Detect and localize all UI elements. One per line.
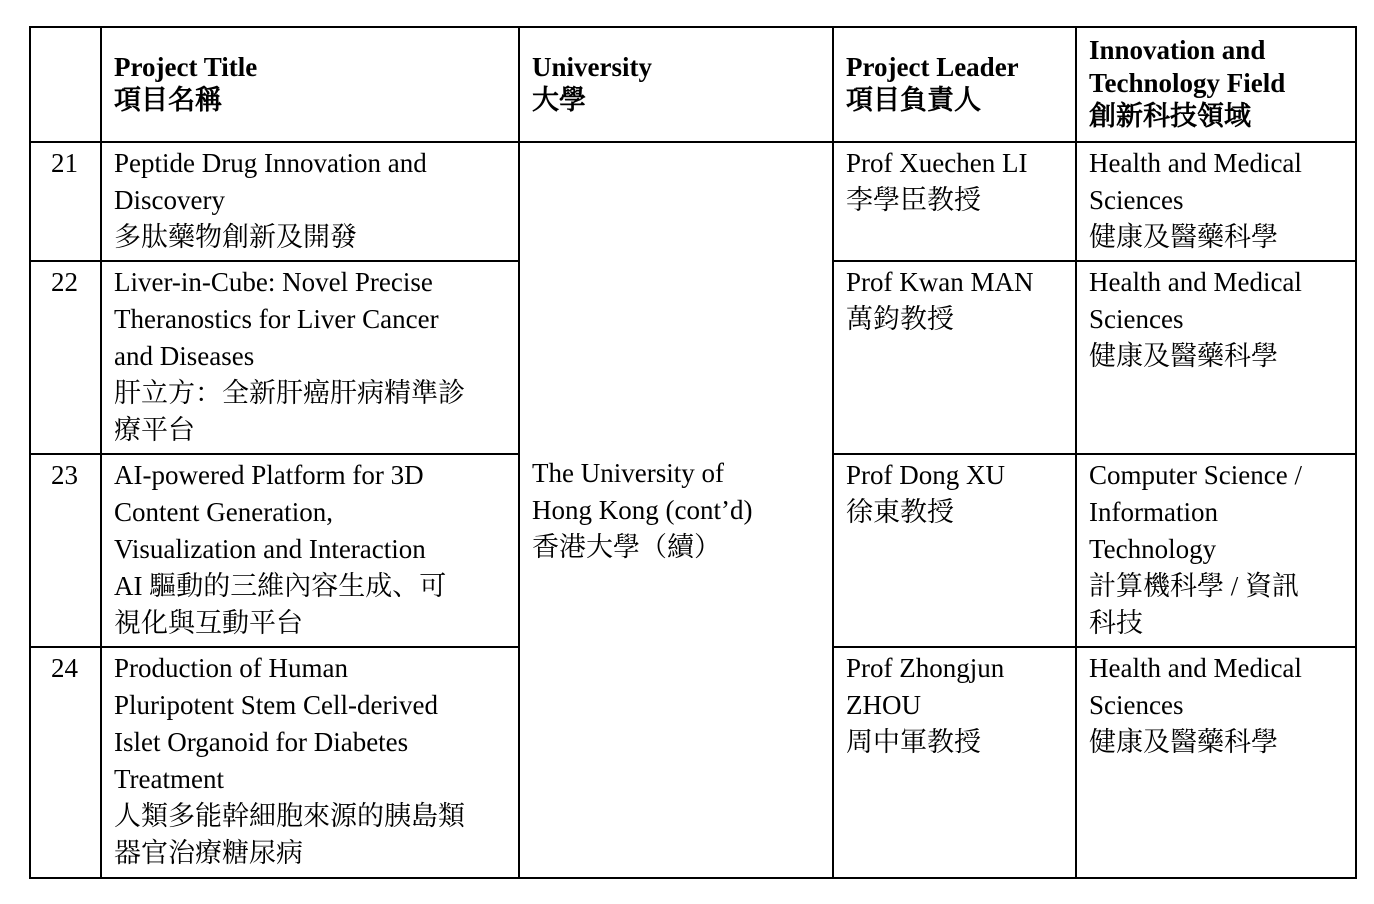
header-field-zh: 創新科技領域 xyxy=(1089,101,1251,131)
project-title-en-line: AI-powered Platform for 3D xyxy=(114,460,424,490)
university-cell xyxy=(519,142,833,878)
field-zh-line: 計算機科學 / 資訊 xyxy=(1089,571,1300,601)
leader-en-line: ZHOU xyxy=(846,690,921,720)
project-leader-cell xyxy=(833,142,1076,261)
header-university-en: University xyxy=(532,51,652,82)
project-title-zh-line: 人類多能幹細胞來源的胰島類 xyxy=(114,801,465,831)
leader-en-line: Prof Xuechen LI xyxy=(846,148,1028,178)
leader-en-line: Prof Dong XU xyxy=(846,460,1005,490)
project-title-en-line: Discovery xyxy=(114,185,225,215)
project-title-zh-line: AI 驅動的三維內容生成、可 xyxy=(114,571,447,601)
field-en-line: Information xyxy=(1089,497,1218,527)
leader-en-line: Prof Kwan MAN xyxy=(846,267,1034,297)
project-title-en-line: Pluripotent Stem Cell-derived xyxy=(114,690,438,720)
header-leader-zh: 項目負責人 xyxy=(846,84,981,115)
project-title-cell xyxy=(101,261,519,454)
university-en-line: The University of xyxy=(532,457,724,488)
project-title-en-line: Treatment xyxy=(114,764,224,794)
project-title-cell xyxy=(101,647,519,878)
project-title-en-line: and Diseases xyxy=(114,341,255,371)
project-title-en-line: Production of Human xyxy=(114,653,348,683)
project-leader-cell xyxy=(833,261,1076,454)
project-title-zh-line: 療平台 xyxy=(114,415,195,445)
leader-zh-line: 周中軍教授 xyxy=(846,727,981,757)
projects-table xyxy=(29,26,1357,879)
leader-zh-line: 徐東教授 xyxy=(846,497,954,527)
row-number: 23 xyxy=(30,454,101,647)
field-cell xyxy=(1076,142,1356,261)
row-number: 21 xyxy=(30,142,101,261)
header-field-en-1: Innovation and xyxy=(1089,35,1266,65)
project-title-cell xyxy=(101,142,519,261)
project-title-zh-line: 多肽藥物創新及開發 xyxy=(114,222,357,252)
leader-zh-line: 李學臣教授 xyxy=(846,185,981,215)
row-number: 24 xyxy=(30,647,101,878)
project-title-cell xyxy=(101,454,519,647)
university-zh-line: 香港大學（續） xyxy=(532,531,721,562)
field-cell xyxy=(1076,647,1356,878)
field-en-line: Computer Science / xyxy=(1089,460,1302,490)
field-zh-line: 科技 xyxy=(1089,608,1143,638)
university-en-line: Hong Kong (cont’d) xyxy=(532,494,753,525)
field-zh-line: 健康及醫藥科學 xyxy=(1089,222,1278,252)
header-leader-en: Project Leader xyxy=(846,51,1019,82)
leader-zh-line: 萬鈞教授 xyxy=(846,304,954,334)
header-university-zh: 大學 xyxy=(532,84,586,115)
field-en-line: Sciences xyxy=(1089,690,1184,720)
header-field-en-2: Technology Field xyxy=(1089,68,1286,98)
table-header-row xyxy=(30,27,1356,142)
project-title-zh-line: 器官治療糖尿病 xyxy=(114,838,303,868)
field-zh-line: 健康及醫藥科學 xyxy=(1089,341,1278,371)
leader-en-line: Prof Zhongjun xyxy=(846,653,1005,683)
field-en-line: Health and Medical xyxy=(1089,148,1302,178)
header-number xyxy=(30,27,101,142)
field-cell xyxy=(1076,454,1356,647)
header-university xyxy=(519,27,833,142)
row-number: 22 xyxy=(30,261,101,454)
header-title-zh: 項目名稱 xyxy=(114,84,222,115)
header-title-en: Project Title xyxy=(114,51,258,82)
field-en-line: Health and Medical xyxy=(1089,653,1302,683)
project-leader-cell xyxy=(833,647,1076,878)
project-title-zh-line: 視化與互動平台 xyxy=(114,608,303,638)
field-en-line: Sciences xyxy=(1089,185,1184,215)
project-title-en-line: Theranostics for Liver Cancer xyxy=(114,304,439,334)
project-title-en-line: Peptide Drug Innovation and xyxy=(114,148,427,178)
header-innovation-field xyxy=(1076,27,1356,142)
project-title-en-line: Islet Organoid for Diabetes xyxy=(114,727,409,757)
project-title-en-line: Liver-in-Cube: Novel Precise xyxy=(114,267,433,297)
project-title-zh-line: 肝立方：全新肝癌肝病精準診 xyxy=(114,378,465,408)
table-row xyxy=(30,142,1356,261)
field-en-line: Health and Medical xyxy=(1089,267,1302,297)
project-title-en-line: Visualization and Interaction xyxy=(114,534,426,564)
field-en-line: Sciences xyxy=(1089,304,1184,334)
project-leader-cell xyxy=(833,454,1076,647)
field-zh-line: 健康及醫藥科學 xyxy=(1089,727,1278,757)
field-cell xyxy=(1076,261,1356,454)
project-title-en-line: Content Generation, xyxy=(114,497,333,527)
header-project-title xyxy=(101,27,519,142)
header-project-leader xyxy=(833,27,1076,142)
field-en-line: Technology xyxy=(1089,534,1217,564)
